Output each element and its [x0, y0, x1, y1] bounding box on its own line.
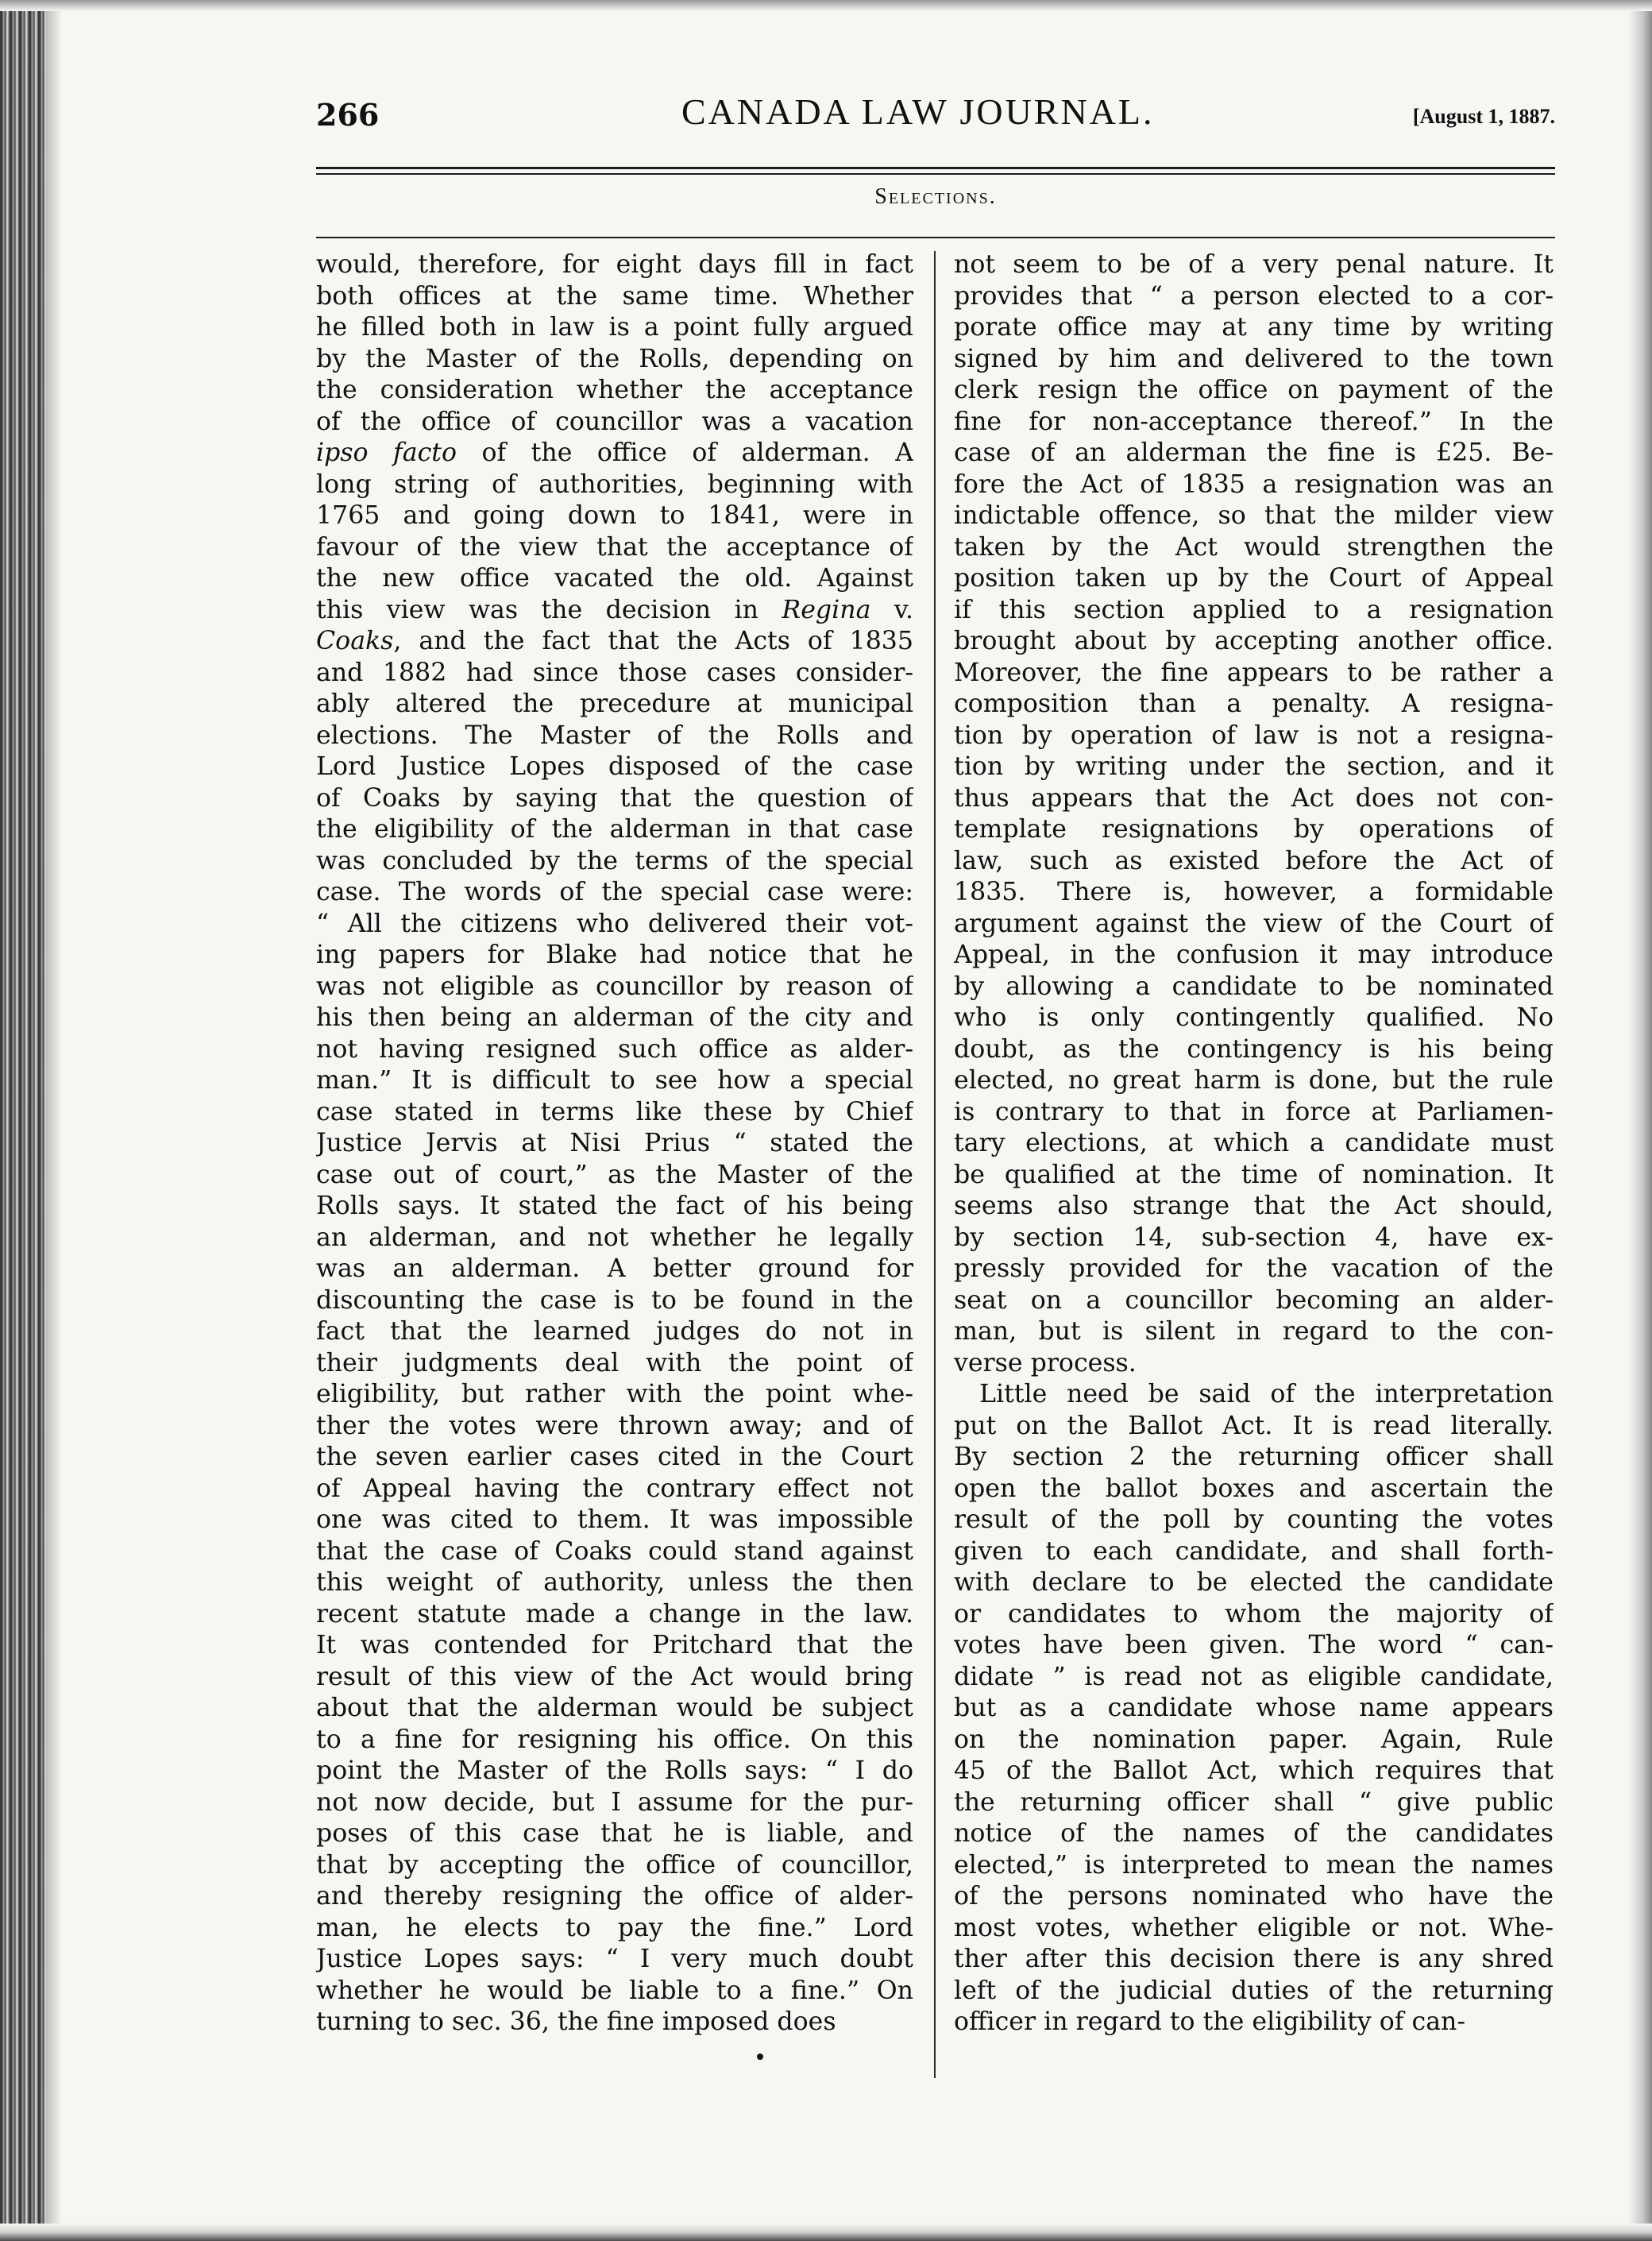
text-line: one was cited to them. It was impossible	[316, 1505, 913, 1534]
text-line: the consideration whether the acceptance	[316, 376, 913, 404]
text-line: officer in regard to the eligibility of can-	[954, 2007, 1466, 2036]
text-line: doubt, as the contingency is his being	[954, 1034, 1554, 1064]
text-line: seat on a councillor becoming an alder-	[954, 1285, 1554, 1315]
text-line: fine for non-acceptance thereof.” In the	[954, 407, 1554, 436]
text-line: the seven earlier cases cited in the Court	[316, 1443, 913, 1471]
text-line: ther after this decision there is any shred	[954, 1945, 1554, 1973]
text-line: left of the judicial duties of the returning	[954, 1976, 1554, 2005]
text-line: that the case of Coaks could stand against	[316, 1536, 913, 1566]
text-line: on the nomination paper. Again, Rule	[954, 1725, 1554, 1754]
text-line: eligibility, but rather with the point whe-	[316, 1380, 913, 1408]
text-line: most votes, whether eligible or not. Whe-	[954, 1913, 1554, 1942]
text-line: whether he would be liable to a fine.” On	[316, 1976, 913, 2005]
text-line: not now decide, but I assume for the pur-	[316, 1787, 913, 1817]
text-line: discounting the case is to be found in the	[316, 1285, 913, 1315]
text-line: not seem to be of a very penal nature. It	[954, 250, 1554, 279]
text-line: elected,” is interpreted to mean the names	[954, 1850, 1554, 1880]
binding-edge	[0, 0, 46, 2241]
page-right-edge	[1628, 0, 1652, 2241]
text-line: case of an alderman the fine is £25. Be-	[954, 439, 1554, 467]
text-line: Appeal, in the confusion it may introduce	[954, 941, 1554, 969]
text-line: who is only contingently qualified. No	[954, 1003, 1554, 1032]
text-line: turning to sec. 36, the fine imposed does	[316, 2007, 836, 2036]
text-line: this view was the decision in Regina v.	[316, 595, 913, 624]
text-line: elections. The Master of the Rolls and	[316, 721, 913, 750]
text-line: Lord Justice Lopes disposed of the case	[316, 752, 913, 781]
text-line: taken by the Act would strengthen the	[954, 532, 1554, 562]
text-line: and thereby resigning the office of alder-	[316, 1882, 913, 1911]
text-line: case out of court,” as the Master of the	[316, 1160, 913, 1189]
binding-shadow	[46, 0, 62, 2241]
text-line: recent statute made a change in the law.	[316, 1599, 913, 1629]
text-line: tion by operation of law is not a resigna-	[954, 721, 1554, 750]
text-line: 45 of the Ballot Act, which requires that	[954, 1756, 1554, 1785]
text-line: tion by writing under the section, and it	[954, 752, 1554, 781]
text-line: put on the Ballot Act. It is read literally.	[954, 1411, 1554, 1440]
section-rule	[316, 237, 1555, 238]
text-line: man.” It is difficult to see how a special	[316, 1066, 913, 1095]
text-line: 1835. There is, however, a formidable	[954, 878, 1554, 906]
text-line: an alderman, and not whether he legally	[316, 1223, 913, 1252]
text-line: position taken up by the Court of Appeal	[954, 564, 1554, 593]
text-line: law, such as existed before the Act of	[954, 846, 1554, 875]
text-line: fore the Act of 1835 a resignation was an	[954, 469, 1554, 499]
text-line: the returning officer shall “ give public	[954, 1787, 1554, 1817]
text-line: result of the poll by counting the votes	[954, 1505, 1554, 1534]
text-line: not having resigned such office as alder-	[316, 1034, 913, 1064]
text-line: be qualified at the time of nomination. It	[954, 1160, 1554, 1189]
text-line: or candidates to whom the majority of	[954, 1599, 1554, 1629]
text-line: template resignations by operations of	[954, 815, 1554, 844]
text-line: open the ballot boxes and ascertain the	[954, 1474, 1554, 1503]
text-line: he filled both in law is a point fully argued	[316, 313, 913, 342]
text-line: indictable offence, so that the milder view	[954, 501, 1554, 530]
text-line: case stated in terms like these by Chief	[316, 1097, 913, 1126]
text-line: of the persons nominated who have the	[954, 1882, 1554, 1911]
text-line: Little need be said of the interpretation	[979, 1380, 1554, 1408]
text-line: Rolls says. It stated the fact of his being	[316, 1192, 913, 1220]
text-line: ing papers for Blake had notice that he	[316, 941, 913, 969]
running-header	[316, 91, 1555, 146]
text-line: votes have been given. The word “ can-	[954, 1631, 1554, 1659]
text-line: ipso facto of the office of alderman. A	[316, 439, 913, 467]
issue-date: [August 1, 1887.	[1412, 105, 1555, 128]
text-line: given to each candidate, and shall forth-	[954, 1536, 1554, 1566]
left-column	[316, 249, 913, 2038]
text-line: Justice Lopes says: “ I very much doubt	[316, 1945, 913, 1973]
right-column	[954, 249, 1554, 2038]
page-top-edge	[0, 0, 1652, 11]
text-line: was concluded by the terms of the special	[316, 846, 913, 875]
text-line: of Appeal having the contrary effect not	[316, 1474, 913, 1503]
text-line: result of this view of the Act would bring	[316, 1662, 913, 1691]
text-line: was not eligible as councillor by reason of	[316, 972, 913, 1001]
page-number: 266	[316, 97, 380, 133]
text-line: “ All the citizens who delivered their vot-	[316, 909, 913, 938]
text-line: favour of the view that the acceptance of	[316, 532, 913, 562]
header-rule-bottom	[316, 173, 1555, 175]
text-line: argument against the view of the Court of	[954, 909, 1554, 938]
text-line: case. The words of the special case were:	[316, 878, 913, 906]
text-line: porate office may at any time by writing	[954, 313, 1554, 342]
text-line: ther the votes were thrown away; and of	[316, 1411, 913, 1440]
text-line: about that the alderman would be subject	[316, 1694, 913, 1722]
text-line: signed by him and delivered to the town	[954, 344, 1554, 373]
text-line: of the office of councillor was a vacation	[316, 407, 913, 436]
text-line: thus appears that the Act does not con-	[954, 783, 1554, 813]
text-line: pressly provided for the vacation of the	[954, 1254, 1554, 1283]
text-line: composition than a penalty. A resigna-	[954, 690, 1554, 718]
text-line: man, he elects to pay the fine.” Lord	[316, 1913, 913, 1942]
text-line: fact that the learned judges do not in	[316, 1317, 913, 1346]
text-line: the new office vacated the old. Against	[316, 564, 913, 593]
text-line: verse process.	[954, 1348, 1137, 1377]
text-line: and 1882 had since those cases consider-	[316, 658, 913, 687]
text-line: the eligibility of the alderman in that case	[316, 815, 913, 844]
text-line: point the Master of the Rolls says: “ I do	[316, 1756, 913, 1785]
text-line: Coaks, and the fact that the Acts of 1835	[316, 627, 913, 655]
text-line: It was contended for Pritchard that the	[316, 1631, 913, 1659]
text-line: clerk resign the office on payment of the	[954, 376, 1554, 404]
section-heading: Selections.	[874, 184, 997, 209]
text-line: if this section applied to a resignation	[954, 595, 1554, 624]
text-line: is contrary to that in force at Parliamen-	[954, 1097, 1554, 1126]
text-line: their judgments deal with the point of	[316, 1348, 913, 1377]
journal-title: CANADA LAW JOURNAL.	[681, 91, 1155, 132]
page-bottom-edge	[0, 2224, 1652, 2241]
text-line: seems also strange that the Act should,	[954, 1192, 1554, 1220]
text-line: poses of this case that he is liable, and	[316, 1819, 913, 1848]
text-line: of Coaks by saying that the question of	[316, 783, 913, 813]
text-line: brought about by accepting another office.	[954, 627, 1554, 655]
text-line: by the Master of the Rolls, depending on	[316, 344, 913, 373]
text-line: provides that “ a person elected to a cor-	[954, 281, 1554, 311]
text-line: but as a candidate whose name appears	[954, 1694, 1554, 1722]
text-line: by section 14, sub-section 4, have ex-	[954, 1223, 1554, 1252]
text-line: 1765 and going down to 1841, were in	[316, 501, 913, 530]
text-line: long string of authorities, beginning with	[316, 469, 913, 499]
text-line: was an alderman. A better ground for	[316, 1254, 913, 1283]
text-line: By section 2 the returning officer shall	[954, 1443, 1554, 1471]
text-line: Justice Jervis at Nisi Prius “ stated the	[316, 1129, 913, 1157]
page-mark	[757, 2054, 763, 2060]
text-line: ably altered the precedure at municipal	[316, 690, 913, 718]
text-line: to a fine for resigning his office. On this	[316, 1725, 913, 1754]
text-line: that by accepting the office of councillor,	[316, 1850, 913, 1880]
text-line: elected, no great harm is done, but the rule	[954, 1066, 1554, 1095]
header-rule-top	[316, 167, 1555, 169]
text-line: man, but is silent in regard to the con-	[954, 1317, 1554, 1346]
column-divider	[934, 251, 936, 2078]
text-line: tary elections, at which a candidate must	[954, 1129, 1554, 1157]
text-line: by allowing a candidate to be nominated	[954, 972, 1554, 1001]
text-line: didate ” is read not as eligible candidate,	[954, 1662, 1554, 1691]
text-line: Moreover, the fine appears to be rather a	[954, 658, 1554, 687]
text-line: his then being an alderman of the city and	[316, 1003, 913, 1032]
text-line: both offices at the same time. Whether	[316, 281, 913, 311]
text-line: with declare to be elected the candidate	[954, 1568, 1554, 1597]
text-line: this weight of authority, unless the then	[316, 1568, 913, 1597]
text-line: notice of the names of the candidates	[954, 1819, 1554, 1848]
text-line: would, therefore, for eight days fill in fact	[316, 250, 913, 279]
